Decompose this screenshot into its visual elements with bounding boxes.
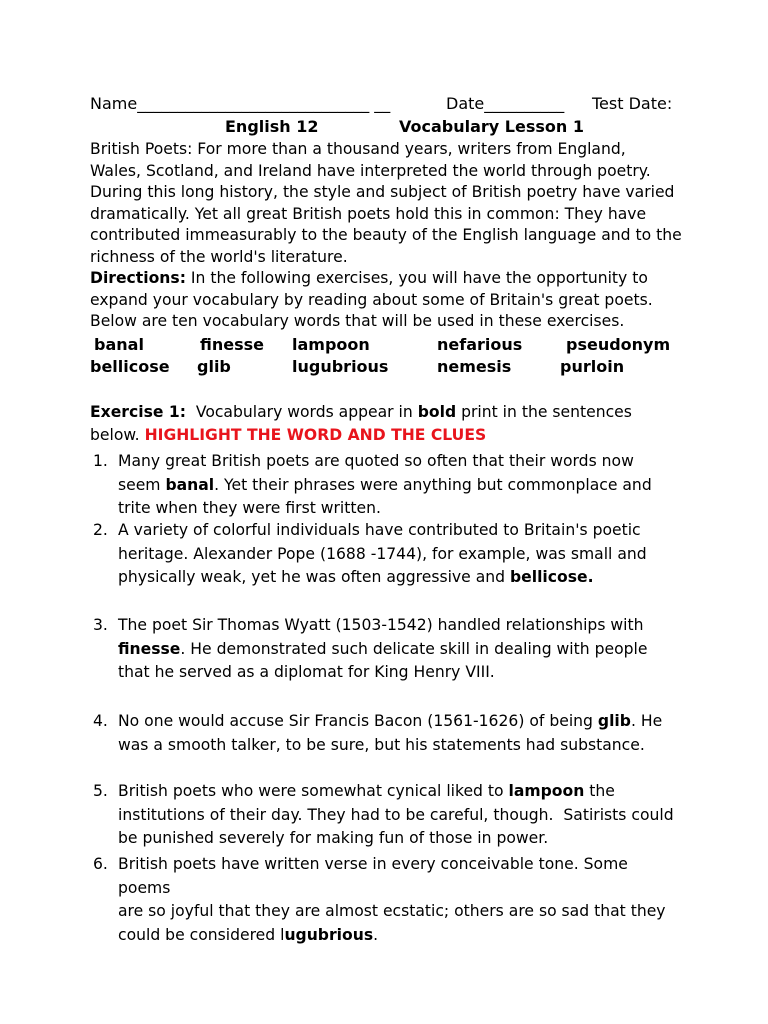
item-number: 2. xyxy=(93,521,108,539)
vocab-bold: bellicose. xyxy=(509,568,594,586)
item-number: 1. xyxy=(93,452,108,470)
item-number: 3. xyxy=(93,616,108,634)
vocab-word: nefarious xyxy=(437,335,523,354)
highlight-instruction: HIGHLIGHT THE WORD AND THE CLUES xyxy=(144,426,487,444)
name-field[interactable] xyxy=(90,94,390,113)
item-text: No one would accuse Sir Francis Bacon (1561-1626) of being glib. He was a smooth talker, to be sure, but his statements had substance. xyxy=(118,712,663,754)
vocab-bold: lampoon xyxy=(508,782,585,800)
item-text: Many great British poets are quoted so often that their words now seem banal. Yet their phrases were anything but commonplace and trite when they were first written. xyxy=(118,452,652,517)
vocab-bold: banal xyxy=(165,475,215,494)
exercise-line: below. HIGHLIGHT THE WORD AND THE CLUES xyxy=(90,426,487,444)
intro-line: Wales, Scotland, and Ireland have interpreted the world through poetry. xyxy=(90,161,651,180)
exercise-instructions xyxy=(90,401,690,447)
lesson-title: Vocabulary Lesson 1 xyxy=(399,117,584,136)
item-text: The poet Sir Thomas Wyatt (1503-1542) handled relationships with finesse. He demonstrated such delicate skill in dealing with people that he served as a diplomat for King Henry VIII. xyxy=(118,616,648,681)
exercise-line: Exercise 1: Vocabulary words appear in bold print in the sentences xyxy=(90,403,632,421)
intro-paragraph xyxy=(90,139,690,268)
header-fields xyxy=(90,94,690,116)
directions-line xyxy=(90,268,690,290)
vocab-bold: ugubrious xyxy=(284,925,374,944)
intro-line: richness of the world's literature. xyxy=(90,247,348,266)
date-field[interactable] xyxy=(446,94,564,113)
date-label: Date xyxy=(446,94,485,113)
vocab-word: finesse xyxy=(200,335,264,354)
vocab-word: banal xyxy=(94,335,144,354)
directions-label: Directions: xyxy=(90,269,186,287)
directions-line: expand your vocabulary by reading about some of Britain's great poets. xyxy=(90,290,653,309)
exercise-label: Exercise 1: xyxy=(90,403,186,421)
intro-line: dramatically. Yet all great British poets hold this in common: They have xyxy=(90,204,647,223)
directions-paragraph xyxy=(90,268,690,333)
vocab-row-1 xyxy=(90,335,690,357)
vocab-word: lugubrious xyxy=(292,357,389,376)
vocab-word: pseudonym xyxy=(566,335,671,354)
vocab-word: glib xyxy=(197,357,231,376)
item-number: 6. xyxy=(93,855,108,873)
intro-line: British Poets: For more than a thousand years, writers from England, xyxy=(90,140,626,158)
directions-line: Below are ten vocabulary words that will be used in these exercises. xyxy=(90,312,625,330)
intro-line: contributed immeasurably to the beauty of the English language and to the xyxy=(90,226,682,244)
item-number: 4. xyxy=(93,712,108,730)
vocab-word: purloin xyxy=(560,357,625,376)
vocab-word: lampoon xyxy=(292,335,370,354)
item-text: British poets who were somewhat cynical liked to lampoon the institutions of their day. They had to be careful, though. Satirists could be punished severely for making fun of those in power. xyxy=(118,782,674,847)
intro-line: During this long history, the style and subject of British poetry have varied xyxy=(90,183,675,201)
item-text: British poets have written verse in every conceivable tone. Some poems are so joyful that they are almost ecstatic; others are so sad that they could be considered lugubrious. xyxy=(118,855,666,944)
name-blank: _____________________________ __ xyxy=(137,94,391,113)
vocab-bold: finesse xyxy=(118,639,181,658)
date-blank: __________ xyxy=(484,94,565,113)
test-date-label: Test Date: xyxy=(592,94,673,113)
vocab-bold: glib xyxy=(597,712,631,730)
page-title xyxy=(90,117,690,139)
item-number: 5. xyxy=(93,782,108,800)
course-title: English 12 xyxy=(225,117,319,136)
directions-text: In the following exercises, you will have the opportunity to xyxy=(185,269,648,287)
vocab-word: bellicose xyxy=(90,357,170,376)
vocab-row-2 xyxy=(90,357,690,379)
vocab-word: nemesis xyxy=(437,357,512,376)
item-text: A variety of colorful individuals have contributed to Britain's poetic heritage. Alexander Pope (1688 -1744), for example, was small and physically weak, yet he was often aggressive and bellicose. xyxy=(118,521,647,586)
name-label: Name xyxy=(90,94,138,113)
